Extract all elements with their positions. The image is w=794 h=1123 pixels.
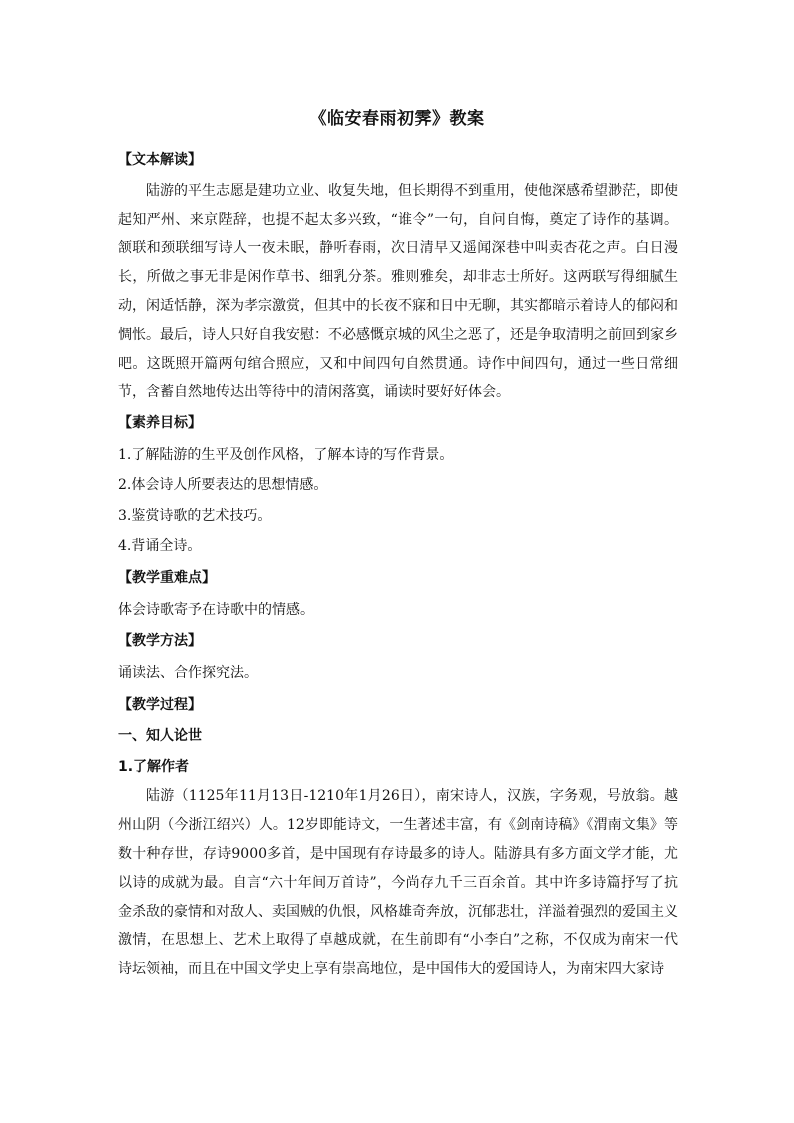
section-text: 体会诗歌寄予在诗歌中的情感。 bbox=[118, 601, 314, 618]
section-literacy-goals bbox=[118, 409, 678, 562]
list-item: 2.体会诗人所要表达的思想情感。 bbox=[118, 477, 328, 494]
list-item: 3.鉴赏诗歌的艺术技巧。 bbox=[118, 507, 272, 524]
section-text: 诵读法、合作探究法。 bbox=[118, 665, 258, 682]
page-title: 《临安春雨初霁》教案 bbox=[309, 109, 485, 129]
list-item: 1.了解陆游的生平及创作风格，了解本诗的写作背景。 bbox=[118, 446, 454, 463]
subheading-level2: 1.了解作者 bbox=[118, 758, 190, 775]
section-teaching-process bbox=[118, 691, 678, 984]
subheading-level1: 一、知人论世 bbox=[118, 728, 202, 745]
section-heading: 【文本解读】 bbox=[118, 152, 202, 168]
section-heading: 【教学方法】 bbox=[118, 633, 202, 650]
section-heading: 【素养目标】 bbox=[118, 415, 202, 432]
section-paragraph: 陆游（1125年11月13日-1210年1月26日），南宋诗人，汉族，字务观，号放翁。越州山阴（今浙江绍兴）人。12岁即能诗文，一生著述丰富，有《剑南诗稿》《渭南文集》等数十种存世，存诗9000多首，是中国现有存诗最多的诗人。陆游具有多方面文学才能，尤以诗的成就为最。自言“六十年间万首诗”，今尚存九千三百余首。其中许多诗篇抒写了抗金杀敌的豪情和对敌人、卖国贼的仇恨，风格雄奇奔放，沉郁悲壮，洋溢着强烈的爱国主义激情，在思想上、艺术上取得了卓越成就，在生前即有“小李白”之称，不仅成为南宋一代诗坛领袖，而且在中国文学史上享有崇高地位，是中国伟大的爱国诗人，为南宋四大家诗 bbox=[118, 788, 678, 978]
section-heading: 【教学过程】 bbox=[118, 696, 202, 713]
list-item: 4.背诵全诗。 bbox=[118, 538, 202, 555]
section-paragraph: 陆游的平生志愿是建功立业、收复失地，但长期得不到重用，使他深感希望渺茫，即使起知严州、来京陛辞，也提不起太多兴致，“谁令”一句，自问自悔，奠定了诗作的基调。颔联和颈联细写诗人一夜未眠，静听春雨，次日清早又遥闻深巷中叫卖杏花之声。白日漫长，所做之事无非是闲作草书、细乳分茶。雅则雅矣，却非志士所好。这两联写得细腻生动，闲适恬静，深为孝宗激赏，但其中的长夜不寐和日中无聊，其实都暗示着诗人的郁闷和惆怅。最后，诗人只好自我安慰：不必感慨京城的风尘之恶了，还是争取清明之前回到家乡吧。这既照开篇两句绾合照应，又和中间四句自然贯通。诗作中间四句，通过一些日常细节，含蓄自然地传达出等待中的清闲落寞，诵读时要好好体会。 bbox=[118, 182, 678, 401]
section-heading: 【教学重难点】 bbox=[118, 569, 216, 586]
document-body bbox=[118, 144, 678, 984]
section-text-interpretation bbox=[118, 146, 678, 407]
section-key-difficulties bbox=[118, 564, 678, 625]
section-teaching-methods bbox=[118, 627, 678, 688]
